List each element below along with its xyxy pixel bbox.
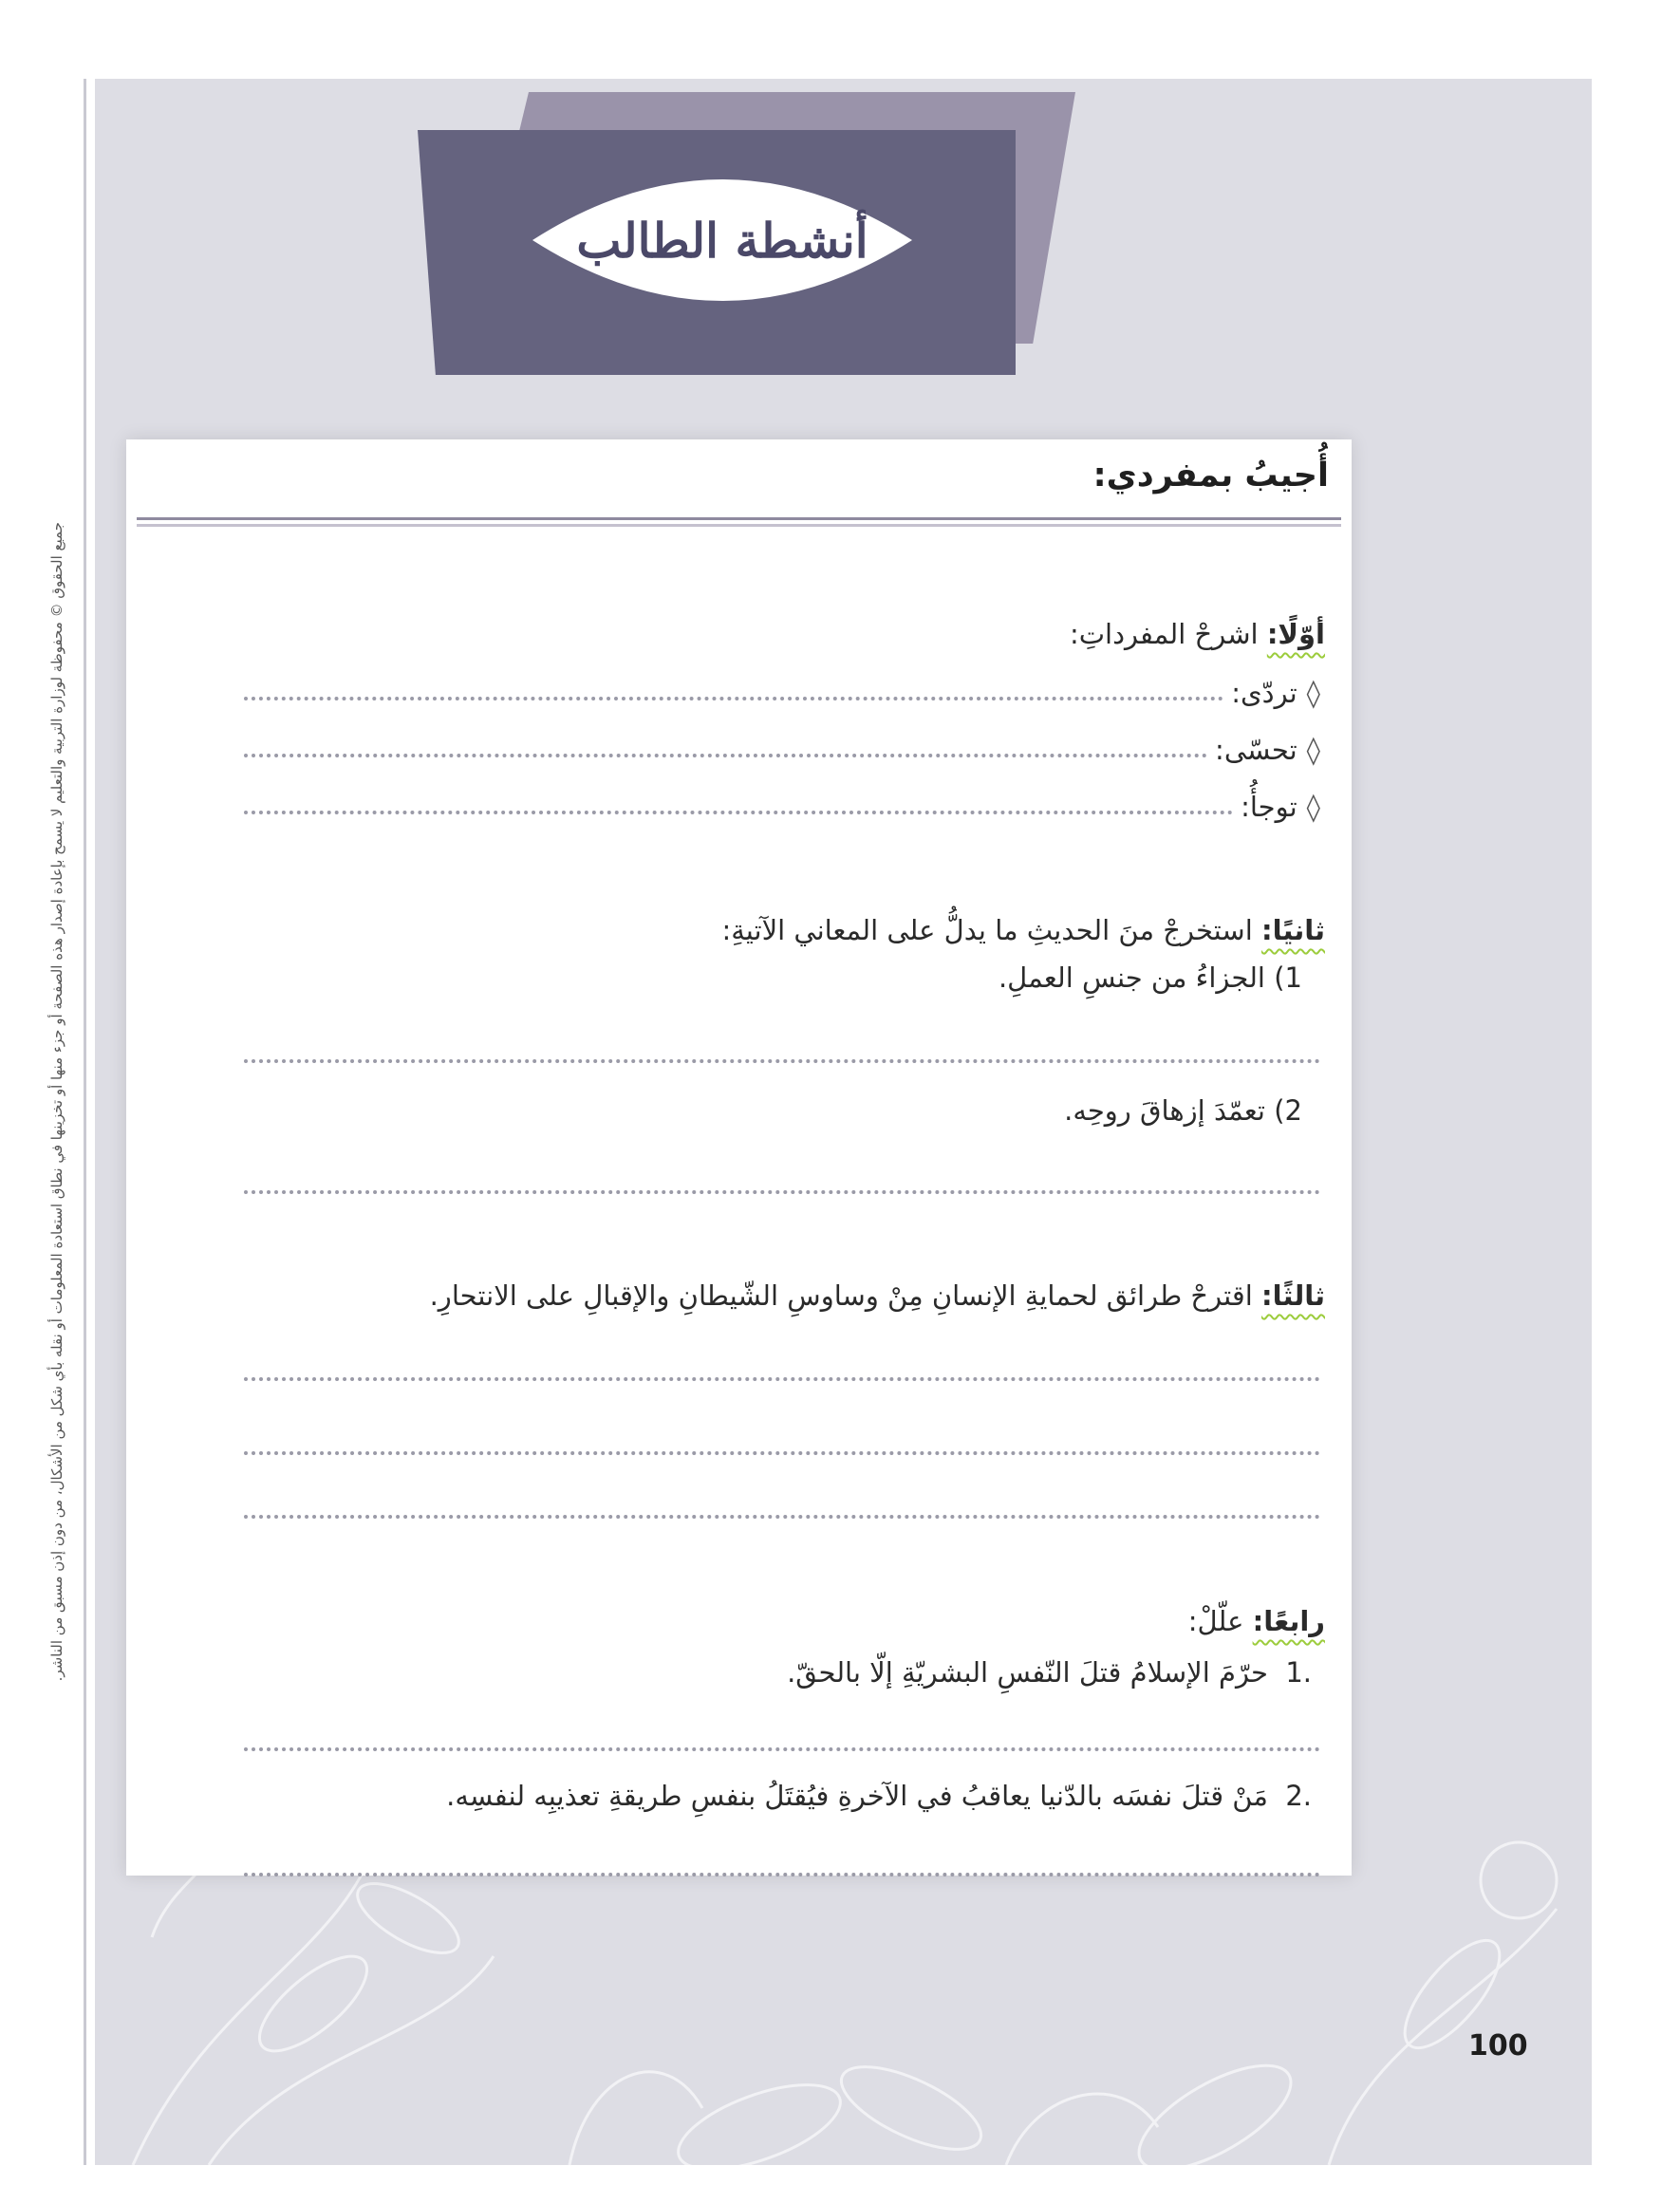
question-3-lead: ثالثًا:	[1261, 1279, 1325, 1312]
vocab-row	[244, 791, 1320, 823]
sub-item-number: .2	[1285, 1780, 1312, 1812]
vocab-term: توجأُ:	[1241, 791, 1297, 823]
question-3	[430, 1279, 1325, 1312]
question-3-prompt: اقترحْ طرائق لحمايةِ الإنسانِ مِنْ وساوسِ الشّيطانِ والإقبالِ على الانتحارِ.	[429, 1279, 1253, 1312]
sub-item	[1064, 1094, 1302, 1127]
vocab-term: تحسّى:	[1215, 734, 1297, 766]
question-2-lead: ثانيًا:	[1261, 914, 1325, 946]
answer-line[interactable]	[244, 1059, 1320, 1063]
answer-line[interactable]	[244, 1451, 1320, 1455]
sub-item-text: تعمّدَ إزهاقَ روحِه.	[1064, 1094, 1265, 1127]
sub-item	[999, 961, 1302, 994]
question-1	[1070, 618, 1325, 650]
sub-item-number: 1)	[1274, 961, 1302, 994]
vocab-row	[244, 734, 1320, 766]
question-1-lead: أوّلًا:	[1266, 618, 1325, 650]
page-margin-rule	[84, 79, 86, 2165]
question-1-prompt: اشرحْ المفرداتِ:	[1069, 618, 1259, 650]
sub-item-text: حرّمَ الإسلامُ قتلَ النّفسِ البشريّةِ إلّا بالحقّ.	[787, 1656, 1268, 1689]
question-2-prompt: استخرجْ منَ الحديثِ ما يدلُّ على المعاني الآتيةِ:	[721, 914, 1253, 946]
answer-line[interactable]	[244, 1747, 1320, 1751]
sub-item	[446, 1780, 1312, 1812]
copyright-notice: جميع الحقوق © محفوظة لوزارة التربية والتعليم لا يسمح بإعادة إصدار هذه الصفحة أو جزء منها أو تخزينها في نطاق استعادة المعلومات أو نقله بأي شكل من الأشكال، من دون إذن مسبق من الناشر.	[48, 522, 65, 1682]
answer-line[interactable]	[244, 811, 1233, 814]
answer-line[interactable]	[244, 1377, 1320, 1381]
section-heading: أُجيبُ بمفردي:	[1092, 457, 1329, 495]
question-4-lead: رابعًا:	[1252, 1605, 1325, 1637]
vocab-term: تردّى:	[1231, 677, 1297, 709]
answer-line[interactable]	[244, 754, 1207, 757]
sub-item	[787, 1656, 1312, 1689]
sub-item-text: الجزاءُ من جنسِ العملِ.	[998, 961, 1265, 994]
answer-line[interactable]	[244, 1515, 1320, 1519]
question-4	[1188, 1605, 1325, 1637]
banner-title: أنشطة الطالب	[576, 212, 868, 269]
heading-divider	[137, 517, 1341, 520]
diamond-icon: ◊	[1306, 677, 1320, 709]
answer-line[interactable]	[244, 1190, 1320, 1194]
sub-item-text: مَنْ قتلَ نفسَه بالدّنيا يعاقبُ في الآخرةِ فيُقتَلُ بنفسِ طريقةِ تعذيبِه لنفسِه.	[446, 1780, 1268, 1812]
question-2	[721, 914, 1325, 946]
activity-card	[126, 439, 1352, 1876]
sub-item-number: .1	[1285, 1656, 1312, 1689]
question-4-prompt: علّلْ:	[1187, 1605, 1244, 1637]
diamond-icon: ◊	[1306, 791, 1320, 823]
diamond-icon: ◊	[1306, 734, 1320, 766]
vocab-row	[244, 677, 1320, 709]
heading-divider-shadow	[137, 524, 1341, 527]
answer-line[interactable]	[244, 697, 1223, 700]
answer-line[interactable]	[244, 1873, 1320, 1876]
page-number: 100	[1468, 2029, 1528, 2063]
sub-item-number: 2)	[1274, 1094, 1302, 1127]
